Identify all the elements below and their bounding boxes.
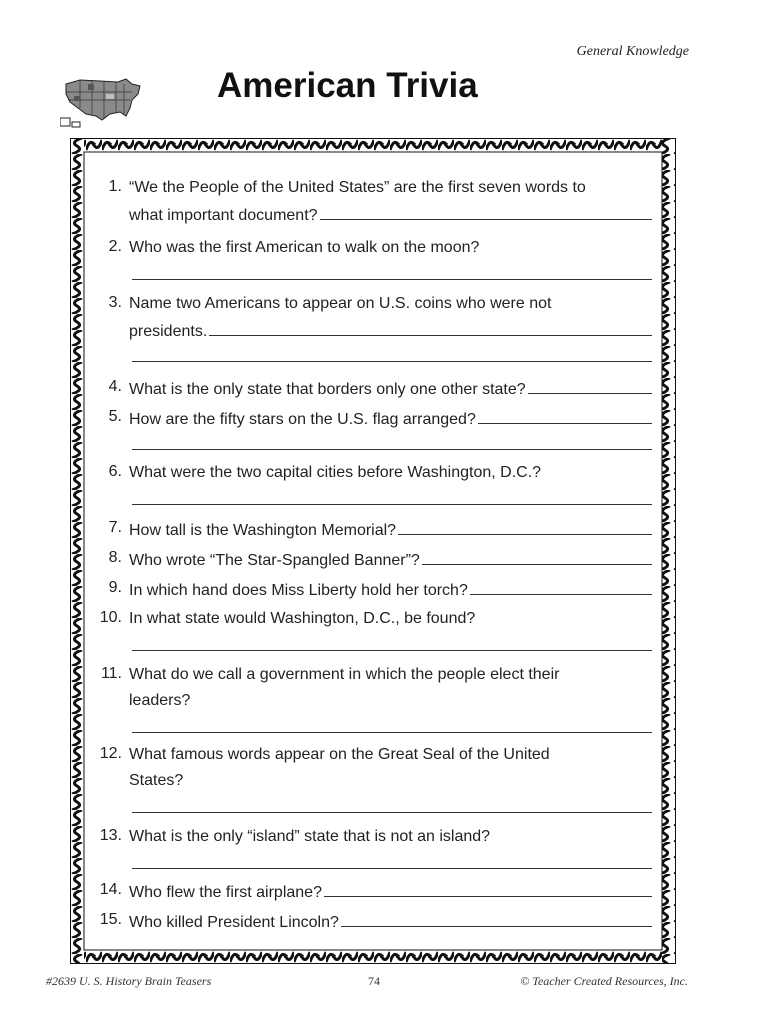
question-line xyxy=(129,609,652,629)
page-title: American Trivia xyxy=(217,66,478,105)
question-text: What is the only state that borders only one other state? xyxy=(129,381,526,398)
answer-blank[interactable] xyxy=(132,797,652,813)
question-text: Who was the first American to walk on the moon? xyxy=(129,239,480,256)
answer-line xyxy=(129,346,652,366)
answer-blank[interactable] xyxy=(528,378,652,394)
category-label: General Knowledge xyxy=(576,44,689,59)
question-text: Who flew the first airplane? xyxy=(129,884,322,901)
question-number: 11. xyxy=(100,665,122,682)
answer-blank[interactable] xyxy=(320,204,652,220)
question-line xyxy=(129,378,652,398)
question-number: 14. xyxy=(99,881,122,898)
question-number: 10. xyxy=(99,609,122,626)
answer-line xyxy=(129,717,652,737)
question-line xyxy=(129,691,652,711)
question-line xyxy=(129,881,652,901)
question-text: leaders? xyxy=(129,692,191,709)
question-number: 3. xyxy=(108,294,122,311)
question-text: what important document? xyxy=(129,207,318,224)
question-text: How tall is the Washington Memorial? xyxy=(129,522,397,539)
answer-line xyxy=(129,264,652,284)
answer-blank[interactable] xyxy=(341,911,652,927)
answer-blank[interactable] xyxy=(132,635,652,651)
question-number: 15. xyxy=(99,911,122,928)
question-text: presidents. xyxy=(129,323,208,340)
question-line xyxy=(129,519,652,539)
footer-publisher: © Teacher Created Resources, Inc. xyxy=(520,974,688,988)
answer-blank[interactable] xyxy=(132,853,652,869)
answer-blank[interactable] xyxy=(209,320,652,336)
question-number: 1. xyxy=(108,178,122,195)
question-line xyxy=(129,549,652,569)
question-number: 12. xyxy=(99,745,122,762)
question-line xyxy=(129,204,652,224)
question-line xyxy=(129,294,652,314)
question-text: “We the People of the United States” are the first seven words to xyxy=(129,179,586,196)
question-text: Name two Americans to appear on U.S. coins who were not xyxy=(129,295,552,312)
footer-book-title: #2639 U. S. History Brain Teasers xyxy=(46,974,212,988)
question-text: What famous words appear on the Great Seal of the United xyxy=(129,746,550,763)
question-number: 13. xyxy=(99,827,122,844)
question-text: States? xyxy=(129,772,184,789)
question-number: 7. xyxy=(108,519,122,536)
question-text: Who killed President Lincoln? xyxy=(129,914,339,931)
answer-line xyxy=(129,853,652,873)
question-text: What is the only “island” state that is not an island? xyxy=(129,828,491,845)
question-line xyxy=(129,745,652,765)
question-line xyxy=(129,463,652,483)
answer-blank[interactable] xyxy=(398,519,652,535)
question-line xyxy=(129,579,652,599)
answer-blank[interactable] xyxy=(324,881,652,897)
question-line xyxy=(129,320,652,340)
answer-blank[interactable] xyxy=(132,717,652,733)
answer-blank[interactable] xyxy=(132,489,652,505)
question-text: What were the two capital cities before Washington, D.C.? xyxy=(129,464,542,481)
question-line xyxy=(129,665,652,685)
answer-line xyxy=(129,434,652,454)
question-number: 2. xyxy=(108,238,122,255)
question-number: 8. xyxy=(108,549,122,566)
question-number: 4. xyxy=(108,378,122,395)
answer-blank[interactable] xyxy=(422,549,652,565)
question-text: In what state would Washington, D.C., be found? xyxy=(129,610,476,627)
answer-line xyxy=(129,489,652,509)
question-text: In which hand does Miss Liberty hold her torch? xyxy=(129,582,468,599)
question-line xyxy=(129,911,652,931)
question-line xyxy=(129,827,652,847)
question-text: What do we call a government in which the people elect their xyxy=(129,666,560,683)
question-number: 5. xyxy=(108,408,122,425)
answer-blank[interactable] xyxy=(478,408,652,424)
answer-blank[interactable] xyxy=(132,434,652,450)
question-line xyxy=(129,408,652,428)
question-line xyxy=(129,238,652,258)
question-line xyxy=(129,771,652,791)
question-line xyxy=(129,178,652,198)
answer-blank[interactable] xyxy=(132,346,652,362)
usa-map-icon xyxy=(60,72,144,130)
answer-line xyxy=(129,635,652,655)
answer-blank[interactable] xyxy=(470,579,652,595)
question-text: How are the fifty stars on the U.S. flag arranged? xyxy=(129,411,476,428)
question-number: 9. xyxy=(108,579,122,596)
answer-blank[interactable] xyxy=(132,264,652,280)
page-number: 74 xyxy=(368,974,380,988)
question-number: 6. xyxy=(108,463,122,480)
answer-line xyxy=(129,797,652,817)
question-text: Who wrote “The Star-Spangled Banner”? xyxy=(129,552,420,569)
